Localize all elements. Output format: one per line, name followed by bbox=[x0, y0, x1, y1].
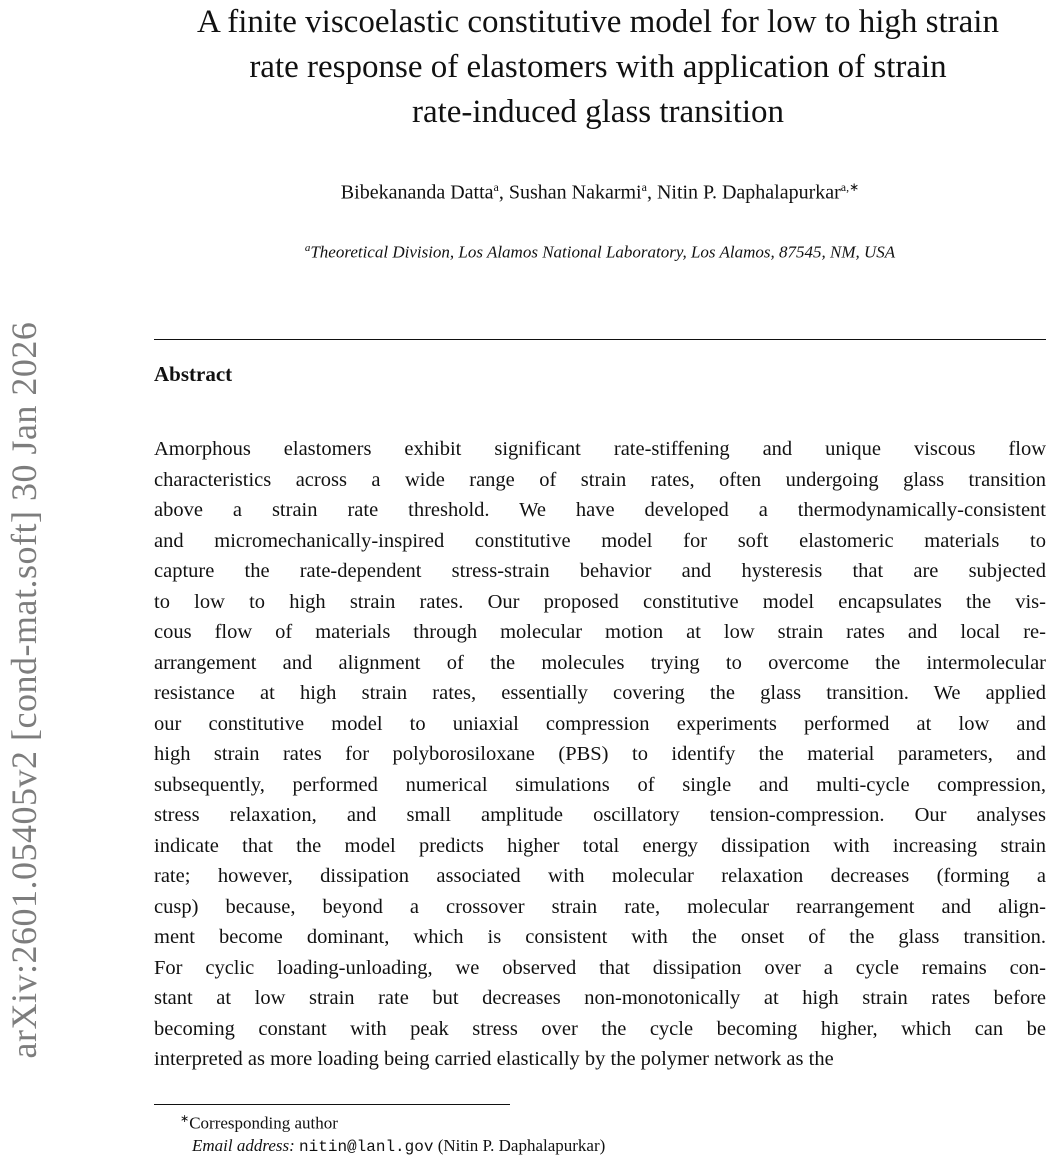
abstract-line: high strain rates for polyborosiloxane (PBS) to identify the material parameters, and bbox=[154, 743, 1046, 765]
footnote-marker: ∗ bbox=[180, 1113, 190, 1125]
abstract-line: stant at low strain rate but decreases non-monotonically at high strain rates before bbox=[154, 987, 1046, 1009]
affiliation bbox=[154, 242, 1046, 263]
title-line: A finite viscoelastic constitutive model for low to high strain bbox=[197, 4, 999, 40]
abstract-line: above a strain rate threshold. We have developed a thermodynamically-consistent bbox=[154, 499, 1046, 521]
affiliation-text: Theoretical Division, Los Alamos National Laboratory, Los Alamos, 87545, NM, USA bbox=[310, 242, 896, 262]
abstract-line: to low to high strain rates. Our proposed constitutive model encapsulates the vis- bbox=[154, 590, 1046, 613]
abstract-line: rate; however, dissipation associated with molecular relaxation decreases (forming a bbox=[154, 865, 1046, 887]
abstract-line: resistance at high strain rates, essentially covering the glass transition. We applied bbox=[154, 682, 1046, 704]
email-label: Email address: bbox=[192, 1136, 295, 1155]
abstract-line: indicate that the model predicts higher total energy dissipation with increasing strain bbox=[154, 834, 1046, 857]
author-name: Sushan Nakarmi bbox=[508, 181, 642, 204]
title-line: rate-induced glass transition bbox=[411, 94, 785, 130]
abstract-line: subsequently, performed numerical simulations of single and multi-cycle compression, bbox=[154, 773, 1046, 796]
abstract-line: For cyclic loading-unloading, we observed that dissipation over a cycle remains con- bbox=[154, 956, 1046, 979]
footnote-email bbox=[192, 1136, 605, 1156]
abstract-line: arrangement and alignment of the molecules trying to overcome the intermolecular bbox=[154, 651, 1046, 674]
abstract-line: interpreted as more loading being carried elastically by the polymer network as the bbox=[154, 1048, 834, 1070]
paper-title bbox=[140, 0, 1046, 135]
abstract-line: ment become dominant, which is consistent with the onset of the glass transition. bbox=[154, 926, 1046, 948]
author-list: Bibekananda Datta$^a$, Sushan Nakarmi$^a$, Nitin P. Daphalapurkar$^{a,∗}$ bbox=[340, 180, 860, 204]
header-rule bbox=[154, 339, 1046, 340]
author-name: Bibekananda Datta bbox=[340, 181, 494, 204]
author-affil-marker: a bbox=[493, 180, 499, 194]
title-line: rate response of elastomers with application of strain bbox=[249, 49, 947, 85]
arxiv-identifier: arXiv:2601.05405v2 [cond-mat.soft] 30 Jan 2026 bbox=[4, 321, 44, 1059]
abstract-line: our constitutive model to uniaxial compression experiments performed at low and bbox=[154, 712, 1046, 735]
abstract-line: cusp) because, beyond a crossover strain rate, molecular rearrangement and align- bbox=[154, 895, 1046, 918]
abstract-line: cous flow of materials through molecular motion at low strain rates and local re- bbox=[154, 621, 1046, 643]
footnote-rule bbox=[154, 1104, 510, 1105]
arxiv-stamp bbox=[0, 0, 60, 1160]
abstract-heading: Abstract bbox=[154, 362, 233, 386]
abstract-line: Amorphous elastomers exhibit significant rate-stiffening and unique viscous flow bbox=[154, 438, 1046, 460]
abstract-line: stress relaxation, and small amplitude oscillatory tension-compression. Our analyses bbox=[154, 804, 1046, 826]
footnote-corresponding bbox=[180, 1112, 338, 1134]
affiliation-marker: a bbox=[304, 242, 311, 254]
author-affil-marker: a bbox=[641, 180, 647, 194]
email-owner: (Nitin P. Daphalapurkar) bbox=[437, 1136, 606, 1155]
abstract-line: and micromechanically-inspired constitutive model for soft elastomeric materials to bbox=[154, 529, 1046, 552]
email-link[interactable]: nitin@lanl.gov bbox=[299, 1138, 434, 1156]
abstract-body bbox=[154, 434, 1046, 1075]
author-affil-marker: a,∗ bbox=[840, 180, 860, 194]
abstract-line: becoming constant with peak stress over the cycle becoming higher, which can be bbox=[154, 1017, 1046, 1040]
abstract-line: characteristics across a wide range of strain rates, often undergoing glass transition bbox=[154, 468, 1046, 491]
author-name: Nitin P. Daphalapurkar bbox=[656, 181, 841, 204]
footnote-text: Corresponding author bbox=[189, 1113, 338, 1133]
abstract-line: capture the rate-dependent stress-strain behavior and hysteresis that are subjected bbox=[154, 560, 1046, 582]
